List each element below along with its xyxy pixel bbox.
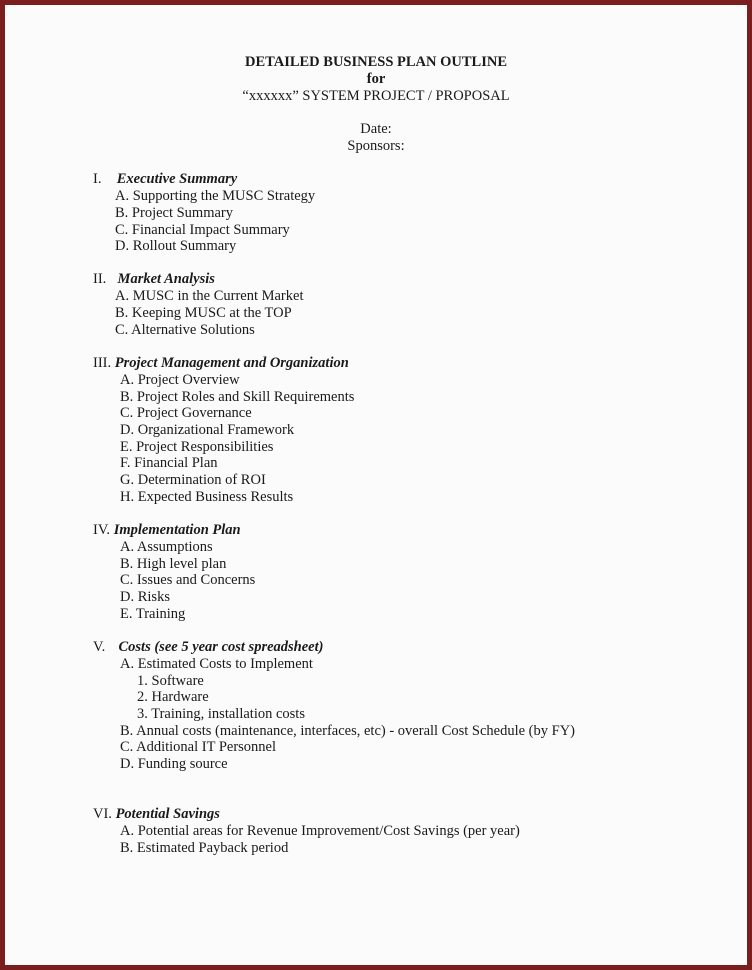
section-title: Executive Summary bbox=[116, 171, 238, 187]
list-item: A. Assumptions bbox=[120, 539, 213, 555]
section-number: II. bbox=[93, 271, 107, 287]
list-item: B. Estimated Payback period bbox=[120, 840, 289, 856]
section-title: Potential Savings bbox=[115, 806, 220, 822]
document-title: DETAILED BUSINESS PLAN OUTLINE bbox=[244, 54, 507, 70]
section-number: VI. bbox=[93, 806, 112, 822]
section-number: V. bbox=[93, 639, 106, 655]
section-3-heading bbox=[93, 355, 349, 371]
list-item: B. Project Roles and Skill Requirements bbox=[120, 389, 355, 405]
list-item: C. Financial Impact Summary bbox=[115, 222, 290, 238]
list-item: A. Project Overview bbox=[120, 372, 240, 388]
section-title: Costs (see 5 year cost spreadsheet) bbox=[118, 639, 324, 655]
list-subitem: 3. Training, installation costs bbox=[137, 706, 305, 722]
list-item: B. High level plan bbox=[120, 556, 227, 572]
list-item: B. Keeping MUSC at the TOP bbox=[115, 305, 292, 321]
list-item: A. Potential areas for Revenue Improvement/Cost Savings (per year) bbox=[120, 823, 520, 839]
list-item: A. Estimated Costs to Implement bbox=[120, 656, 313, 672]
list-item: H. Expected Business Results bbox=[120, 489, 294, 505]
date-label: Date: bbox=[360, 121, 392, 137]
list-item: C. Additional IT Personnel bbox=[120, 739, 277, 755]
section-6-heading bbox=[93, 806, 220, 822]
section-number: III. bbox=[93, 355, 112, 371]
list-item: A. Supporting the MUSC Strategy bbox=[115, 188, 316, 204]
section-number: I. bbox=[93, 171, 102, 187]
section-4-heading bbox=[93, 522, 241, 538]
section-number: IV. bbox=[93, 522, 111, 538]
document-subtitle: “xxxxxx” SYSTEM PROJECT / PROPOSAL bbox=[242, 88, 510, 104]
list-subitem: 2. Hardware bbox=[137, 689, 209, 705]
section-1-heading bbox=[93, 171, 237, 187]
list-item: D. Risks bbox=[120, 589, 170, 605]
list-item: A. MUSC in the Current Market bbox=[115, 288, 304, 304]
list-item: C. Alternative Solutions bbox=[115, 322, 255, 338]
list-item: G. Determination of ROI bbox=[120, 472, 266, 488]
list-item: D. Funding source bbox=[120, 756, 228, 772]
sponsors-label: Sponsors: bbox=[347, 138, 405, 154]
list-item: E. Training bbox=[120, 606, 186, 622]
list-item: E. Project Responsibilities bbox=[120, 439, 274, 455]
title-for: for bbox=[366, 71, 386, 87]
section-title: Implementation Plan bbox=[113, 522, 241, 538]
list-item: C. Issues and Concerns bbox=[120, 572, 256, 588]
section-5-heading bbox=[93, 639, 323, 655]
list-item: D. Rollout Summary bbox=[115, 238, 237, 254]
document-page bbox=[5, 5, 747, 965]
list-item: B. Project Summary bbox=[115, 205, 234, 221]
list-item: C. Project Governance bbox=[120, 405, 252, 421]
section-2-heading bbox=[93, 271, 215, 287]
list-item: D. Organizational Framework bbox=[120, 422, 295, 438]
list-item: B. Annual costs (maintenance, interfaces, etc) - overall Cost Schedule (by FY) bbox=[120, 723, 576, 739]
list-item: F. Financial Plan bbox=[120, 455, 218, 471]
section-title: Project Management and Organization bbox=[114, 355, 349, 371]
list-subitem: 1. Software bbox=[137, 673, 204, 689]
section-title: Market Analysis bbox=[117, 271, 215, 287]
